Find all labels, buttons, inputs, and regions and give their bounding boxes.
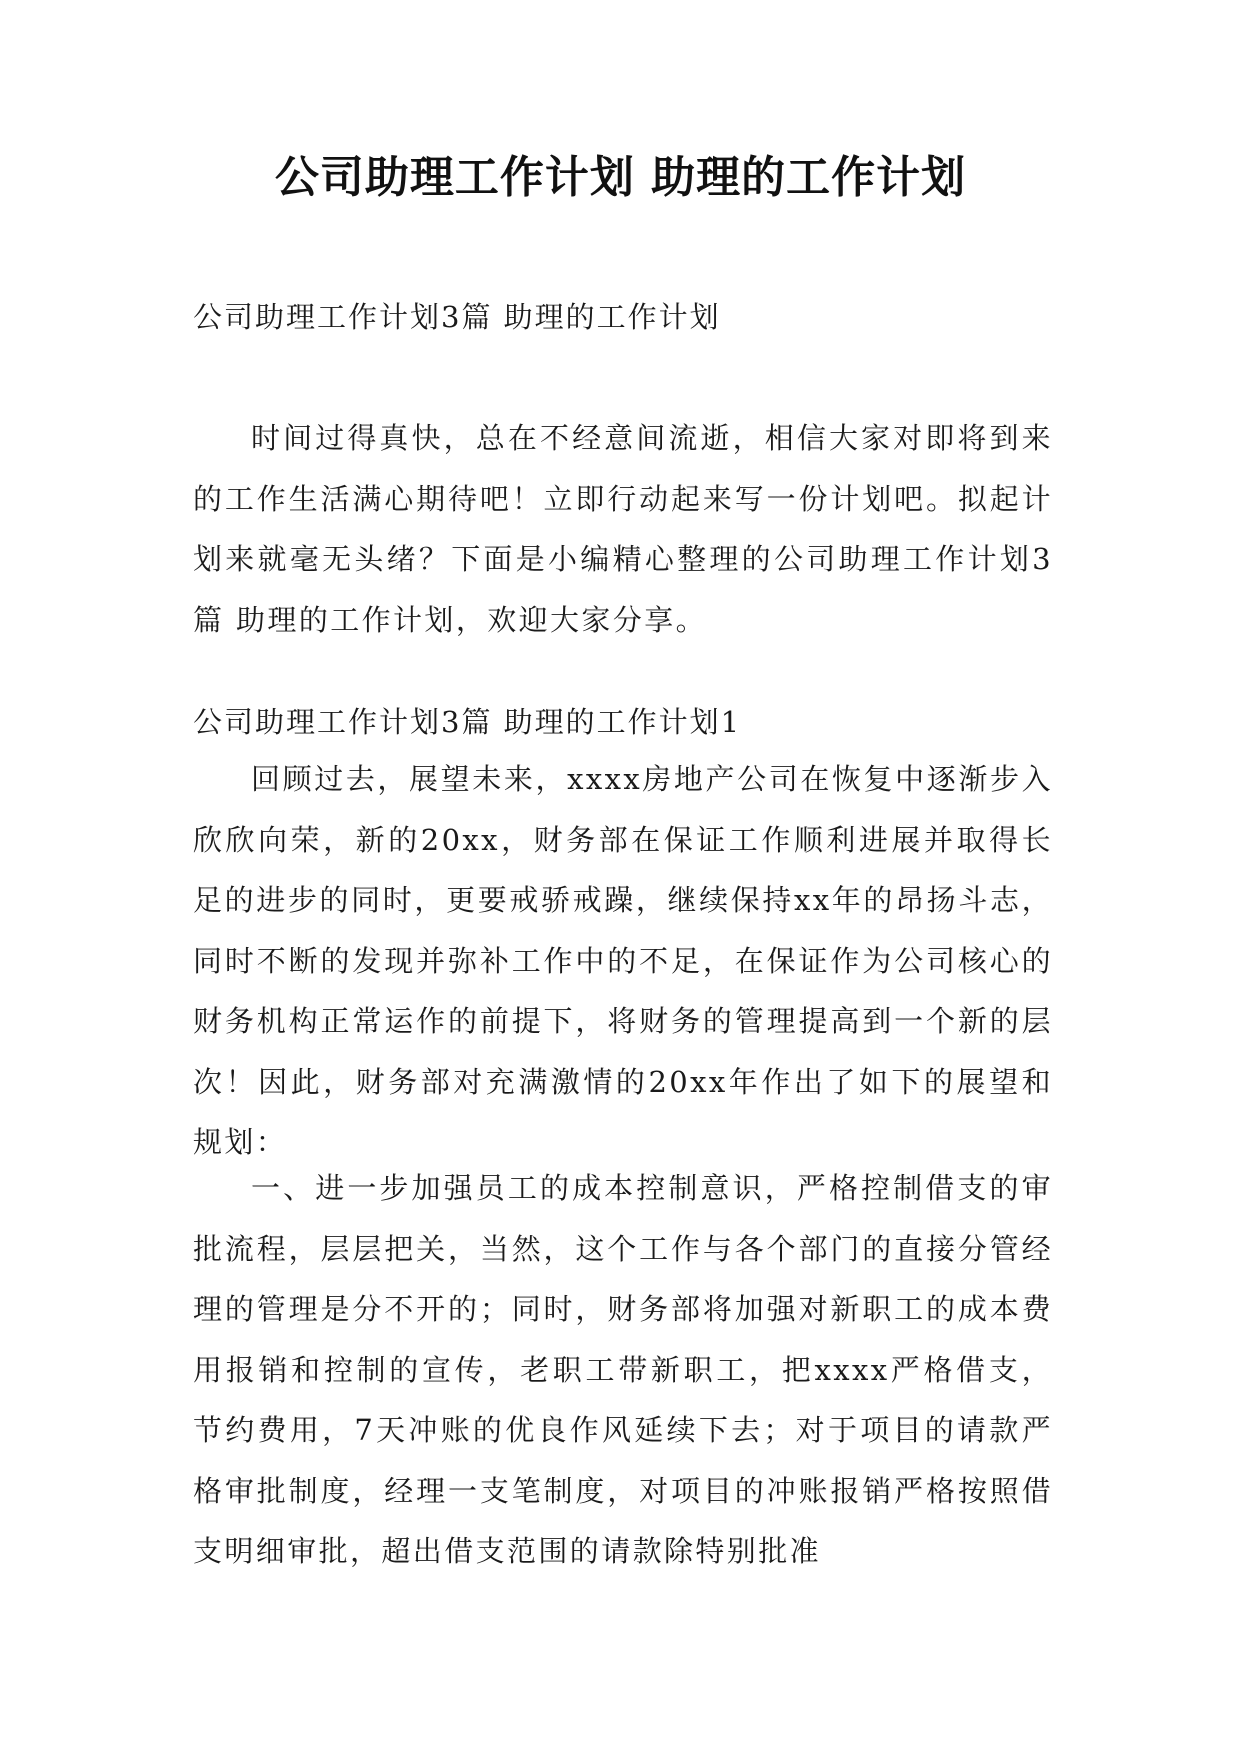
document-title: 公司助理工作计划 助理的工作计划 [274,152,967,203]
section-heading: 公司助理工作计划3篇 助理的工作计划1 [193,705,742,739]
document-subtitle: 公司助理工作计划3篇 助理的工作计划 [193,300,721,334]
body-paragraph-2: 一、进一步加强员工的成本控制意识，严格控制借支的审批流程，层层把关，当然，这个工作与各个部门的直接分管经理的管理是分不开的；同时，财务部将加强对新职工的成本费用报销和控制的宣传，老职工带新职工，把xxxx严格借支，节约费用，7天冲账的优良作风延续下去；对于项目的请款严格审批制度，经理一支笔制度，对项目的冲账报销严格按照借支明细审批，超出借支范围的请款除特别批准 [193,1171,1053,1568]
body-paragraph-1: 回顾过去，展望未来，xxxx房地产公司在恢复中逐渐步入欣欣向荣，新的20xx，财务部在保证工作顺利进展并取得长足的进步的同时，更要戒骄戒躁，继续保持xx年的昂扬斗志，同时不断的发现并弥补工作中的不足，在保证作为公司核心的财务机构正常运作的前提下，将财务的管理提高到一个新的层次！因此，财务部对充满激情的20xx年作出了如下的展望和规划： [193,762,1053,1159]
intro-paragraph: 时间过得真快，总在不经意间流逝，相信大家对即将到来的工作生活满心期待吧！立即行动起来写一份计划吧。拟起计划来就毫无头绪？下面是小编精心整理的公司助理工作计划3篇 助理的工作计划，欢迎大家分享。 [193,421,1053,637]
